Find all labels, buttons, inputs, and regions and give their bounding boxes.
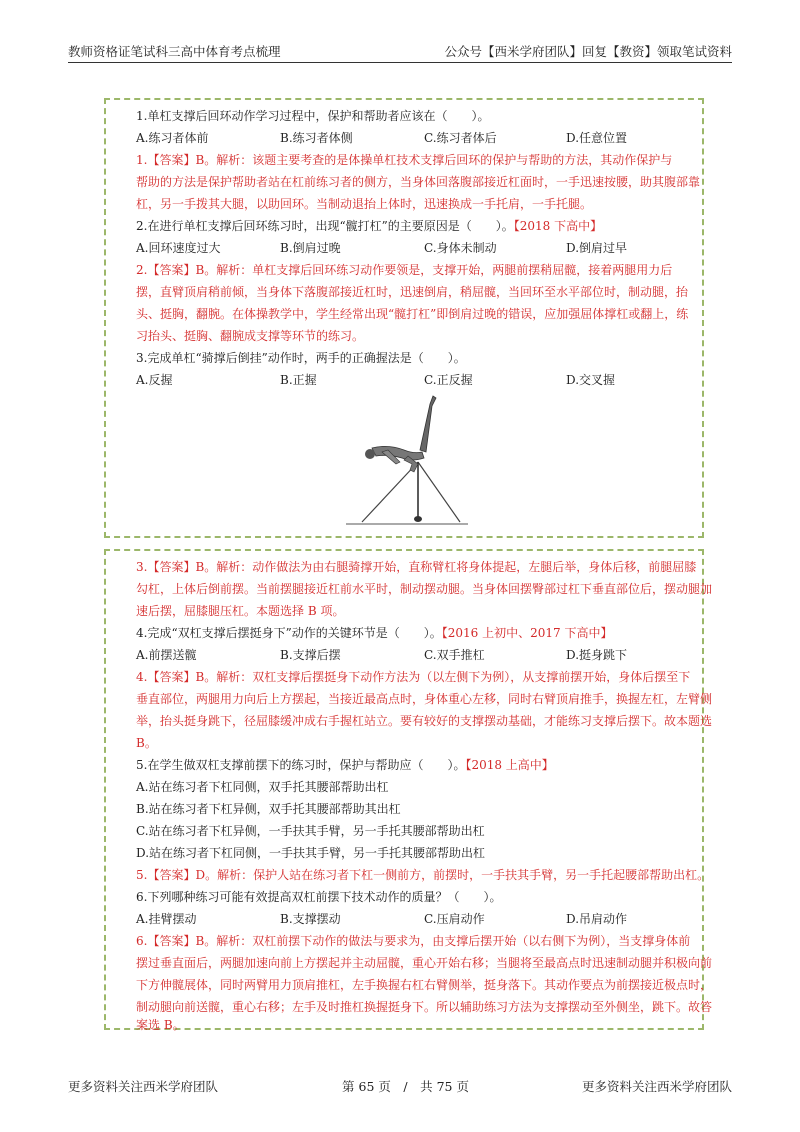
q2-tag: 【2018 下高中】 bbox=[513, 219, 603, 233]
q4-option-d: D.挺身跳下 bbox=[566, 648, 628, 662]
q6-option-d: D.吊肩动作 bbox=[566, 912, 628, 926]
q4-stem: 4.完成“双杠支撑后摆挺身下”动作的关键环节是（ ）。【2016 上初中、2017 下高中】 bbox=[136, 626, 613, 640]
q2-option-c: C.身体未制动 bbox=[424, 241, 497, 255]
footer-left: 更多资料关注西米学府团队 bbox=[68, 1079, 219, 1094]
q6-answer-line: 摆过垂直面后，两腿加速向前上方摆起并主动屈髋，重心开始右移；当腿将至最高点时迅速制动腿并积极向前 bbox=[136, 956, 713, 970]
q2-option-d: D.倒肩过早 bbox=[566, 241, 628, 255]
q1-option-b: B.练习者体侧 bbox=[280, 131, 353, 145]
q1-option-d: D.任意位置 bbox=[566, 131, 628, 145]
q3-option-b: B.正握 bbox=[280, 373, 317, 387]
q5-answer-line: 5.【答案】D。解析：保护人站在练习者下杠一侧前方，前摆时，一手扶其手臂，另一手托起腰部帮助出杠。 bbox=[136, 868, 710, 882]
q1-answer-line: 杠，另一手拨其大腿，以助回环。当制动退抬上体时，迅速换成一手托肩，一手托腿。 bbox=[136, 197, 593, 211]
q6-option-b: B.支撑摆动 bbox=[280, 912, 341, 926]
q4-answer-line: 垂直部位，两腿用力向后上方摆起，当接近最高点时，身体重心左移，同时右臂顶肩推手，换握左杠，左臂侧 bbox=[136, 692, 713, 706]
q3-option-c: C.正反握 bbox=[424, 373, 473, 387]
q2-stem: 2.在进行单杠支撑后回环练习时，出现“髋打杠”的主要原因是（ ）。【2018 下高中】 bbox=[136, 219, 603, 233]
q3-option-a: A.反握 bbox=[136, 373, 173, 387]
q4-option-a: A.前摆送髋 bbox=[136, 648, 197, 662]
q2-answer-line: 头、挺胸，翻腕。在体操教学中，学生经常出现“髋打杠”即倒肩过晚的错误，应加强屈体撑杠或翻上，练 bbox=[136, 307, 689, 321]
q1-option-a: A.练习者体前 bbox=[136, 131, 209, 145]
gymnast-illustration bbox=[342, 392, 472, 530]
q3-stem: 3.完成单杠“骑撑后倒挂”动作时，两手的正确握法是（ ）。 bbox=[136, 351, 466, 365]
q3-option-d: D.交叉握 bbox=[566, 373, 616, 387]
page-indicator: 第 65 页 / 共 75 页 bbox=[342, 1079, 469, 1094]
q6-option-c: C.压肩动作 bbox=[424, 912, 485, 926]
q2-answer-line: 2.【答案】B。解析：单杠支撑后回环练习动作要领是，支撑开始，两腿前摆稍屈髋，接着两腿用力后 bbox=[136, 263, 673, 277]
q3-answer-line: 速后摆，屈膝腿压杠。本题选择 B 项。 bbox=[136, 604, 345, 618]
q6-answer-line: 下方伸髋展体，同时两臂用力顶肩推杠，左手换握右杠右臂侧举，挺身落下。其动作要点为前摆接近极点时， bbox=[136, 978, 713, 992]
q4-option-b: B.支撑后摆 bbox=[280, 648, 341, 662]
q1-stem: 1.单杠支撑后回环动作学习过程中，保护和帮助者应该在（ ）。 bbox=[136, 109, 490, 123]
question-box-2 bbox=[104, 549, 713, 1032]
q1-answer-line: 1.【答案】B。解析：该题主要考查的是体操单杠技术支撑后回环的保护与帮助的方法，其动作保护与 bbox=[136, 153, 673, 167]
q6-answer-line: 案选 B。 bbox=[136, 1018, 185, 1032]
footer-right: 更多资料关注西米学府团队 bbox=[581, 1079, 732, 1094]
q5-option-d: D.站在练习者下杠同侧，一手扶其手臂，另一手托其腰部帮助出杠 bbox=[136, 846, 486, 860]
q5-stem: 5.在学生做双杠支撑前摆下的练习时，保护与帮助应（ ）。【2018 上高中】 bbox=[136, 758, 554, 772]
q6-answer-line: 制动腿向前送髋，重心右移；左手及时推杠换握挺身下。所以辅助练习方法为支撑摆动至外侧坐，跳下。故答 bbox=[136, 1000, 713, 1014]
q5-option-a: A.站在练习者下杠同侧，双手托其腰部帮助出杠 bbox=[136, 780, 389, 794]
q6-option-a: A.挂臂摆动 bbox=[136, 912, 197, 926]
q1-answer-line: 帮助的方法是保护帮助者站在杠前练习者的侧方，当身体回落腹部接近杠面时，一手迅速按腰，助其腹部靠 bbox=[136, 175, 701, 189]
q4-answer-line: B。 bbox=[136, 736, 157, 750]
q4-option-c: C.双手推杠 bbox=[424, 648, 485, 662]
q4-answer-line: 举，抬头挺身跳下，径屈膝缓冲成右手握杠站立。要有较好的支撑摆动基础，才能练习支撑后摆下。故本题选 bbox=[136, 714, 713, 728]
q5-option-b: B.站在练习者下杠异侧，双手托其腰部帮助其出杠 bbox=[136, 802, 401, 816]
q5-tag: 【2018 上高中】 bbox=[465, 758, 554, 772]
page-header bbox=[68, 42, 732, 62]
current-page: 65 bbox=[358, 1079, 375, 1094]
q2-answer-line: 摆，直臂顶肩稍前倾，当身体下落腹部接近杠时，迅速倒肩，稍屈髋，当回环至水平部位时，制动腿，抬 bbox=[136, 285, 689, 299]
q2-answer-line: 习抬头、挺胸、翻腕成支撑等环节的练习。 bbox=[136, 329, 365, 343]
q4-tag: 【2016 上初中、2017 下高中】 bbox=[441, 626, 613, 640]
q2-option-b: B.倒肩过晚 bbox=[280, 241, 341, 255]
question-box-1 bbox=[104, 98, 704, 538]
q6-answer-line: 6.【答案】B。解析：双杠前摆下动作的做法与要求为，由支撑后摆开始（以右侧下为例），当支撑身体前 bbox=[136, 934, 691, 948]
header-right: 公众号【西米学府团队】回复【教资】领取笔试资料 bbox=[444, 44, 732, 59]
q1-option-c: C.练习者体后 bbox=[424, 131, 497, 145]
q3-answer-line: 3.【答案】B。解析：动作做法为由右腿骑撑开始，直称臂杠将身体提起，左腿后举，身体后移，前腿屈膝 bbox=[136, 560, 697, 574]
q6-stem: 6.下列哪种练习可能有效提高双杠前摆下技术动作的质量？（ ）。 bbox=[136, 890, 502, 904]
q3-answer-line: 勾杠，上体后倒前摆。当前摆腿接近杠前水平时，制动摆动腿。当身体回摆臀部过杠下垂直部位后，摆动腿加 bbox=[136, 582, 713, 596]
q2-option-a: A.回环速度过大 bbox=[136, 241, 221, 255]
total-pages: 75 bbox=[436, 1079, 453, 1094]
q5-option-c: C.站在练习者下杠异侧，一手扶其手臂，另一手托其腰部帮助出杠 bbox=[136, 824, 485, 838]
header-left: 教师资格证笔试科三高中体育考点梳理 bbox=[68, 44, 281, 59]
q4-answer-line: 4.【答案】B。解析：双杠支撑后摆挺身下动作方法为（以左侧下为例），从支撑前摆开始，身体后摆至下 bbox=[136, 670, 691, 684]
header-divider bbox=[68, 62, 732, 63]
